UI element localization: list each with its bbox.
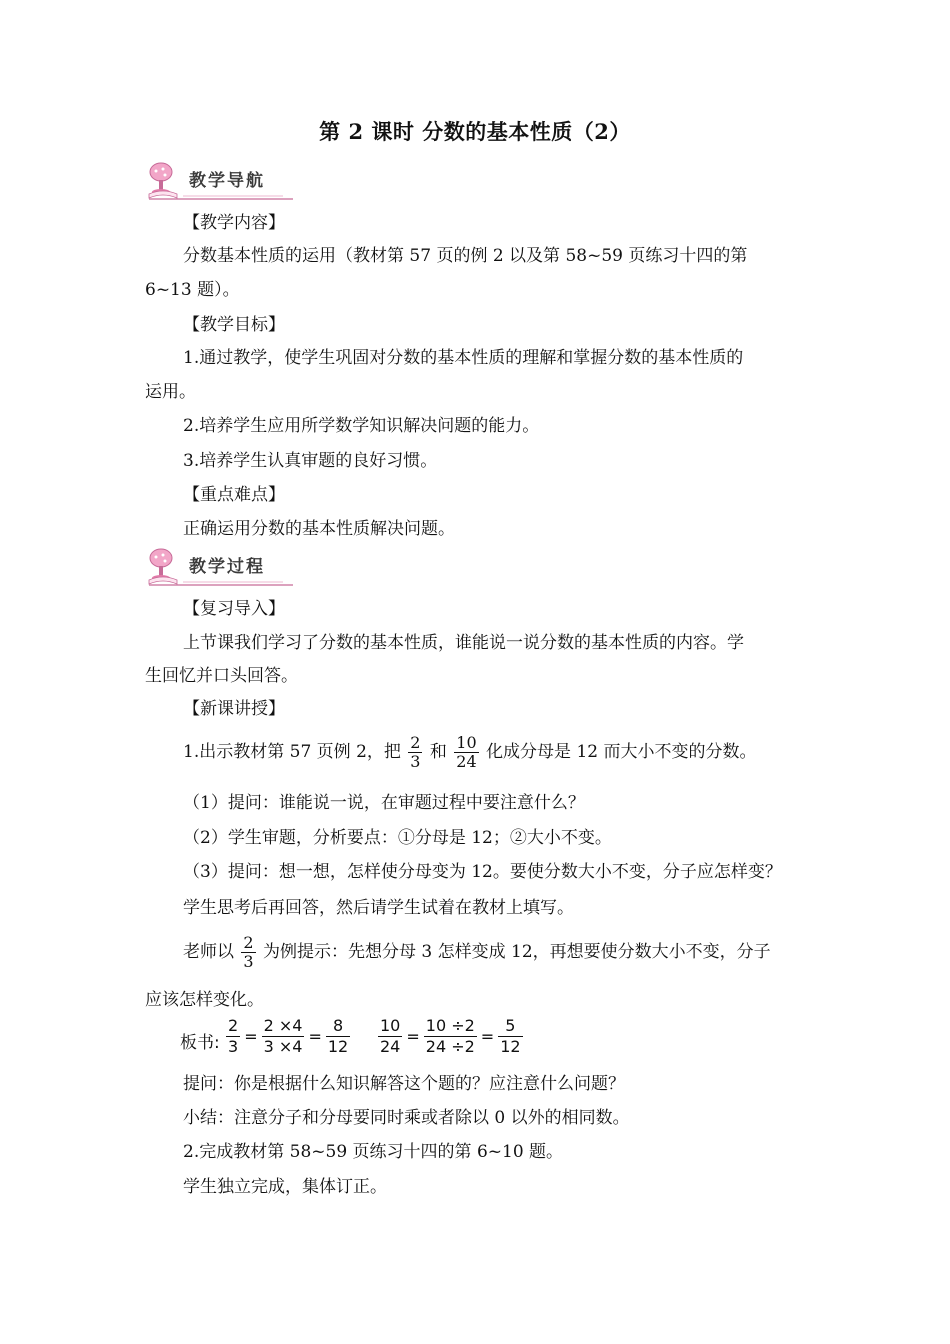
fraction: $\frac{2}{3}$: [243, 933, 254, 971]
paragraph: （3）提问：想一想，怎样使分母变为 12。要使分数大小不变，分子应怎样变？: [183, 862, 782, 882]
equation-2: $\frac{10}{24}$ = $\frac{10 \div 2}{24 \div 2}$ = $\frac{5}{12}$: [380, 1016, 521, 1056]
section-header-process: [143, 544, 303, 588]
paragraph-cont: 6~13 题）。: [145, 280, 240, 300]
paragraph: 学生思考后再回答，然后请学生试着在教材上填写。: [183, 898, 574, 918]
paragraph-cont: 应该怎样变化。: [145, 990, 264, 1010]
paragraph: 上节课我们学习了分数的基本性质，谁能说一说分数的基本性质的内容。学: [183, 633, 744, 653]
paragraph: 2.培养学生应用所学数学知识解决问题的能力。: [183, 416, 540, 436]
page-title: 第 2 课时 分数的基本性质（2）: [319, 119, 631, 144]
paragraph: 分数基本性质的运用（教材第 57 页的例 2 以及第 58~59 页练习十四的第: [183, 246, 748, 266]
board-equations: [178, 1016, 678, 1064]
fraction: $\frac{2}{3}$: [410, 733, 421, 771]
paragraph: （2）学生审题，分析要点：①分母是 12；②大小不变。: [183, 828, 612, 848]
paragraph: 1.通过教学，使学生巩固对分数的基本性质的理解和掌握分数的基本性质的: [183, 348, 744, 368]
paragraph: 小结：注意分子和分母要同时乘或者除以 0 以外的相同数。: [183, 1108, 630, 1128]
heading-new-lesson: 【新课讲授】: [183, 699, 285, 719]
paragraph-example: 1.出示教材第 57 页例 2，把 $\frac{2}{3}$ 和 $\frac{10}{24}$ 化成分母是 12 而大小不变的分数。: [183, 733, 757, 771]
paragraph-cont: 生回忆并口头回答。: [145, 666, 298, 686]
section-title-process: 教学过程: [189, 557, 265, 577]
paragraph: 2.完成教材第 58~59 页练习十四的第 6~10 题。: [183, 1142, 564, 1162]
paragraph-hint: 老师以 $\frac{2}{3}$ 为例提示：先想分母 3 怎样变成 12，再想要使分数大小不变，分子: [183, 933, 771, 971]
heading-content: 【教学内容】: [183, 213, 285, 233]
board-label: 板书:: [180, 1033, 220, 1053]
fraction: $\frac{10}{24}$: [456, 733, 477, 771]
heading-key-points: 【重点难点】: [183, 485, 285, 505]
paragraph: 学生独立完成，集体订正。: [183, 1177, 387, 1197]
section-header-guide: [143, 158, 303, 202]
section-title-guide: 教学导航: [189, 171, 265, 191]
paragraph: 正确运用分数的基本性质解决问题。: [183, 519, 455, 539]
heading-goals: 【教学目标】: [183, 315, 285, 335]
heading-review: 【复习导入】: [183, 599, 285, 619]
paragraph: 3.培养学生认真审题的良好习惯。: [183, 451, 438, 471]
paragraph: （1）提问：谁能说一说，在审题过程中要注意什么？: [183, 793, 585, 813]
equation-1: $\frac{2}{3}$ = $\frac{2 \times 4}{3 \times 4}$ = $\frac{8}{12}$: [228, 1016, 349, 1056]
paragraph: 提问：你是根据什么知识解答这个题的？应注意什么问题？: [183, 1074, 625, 1094]
paragraph-cont: 运用。: [145, 382, 196, 402]
